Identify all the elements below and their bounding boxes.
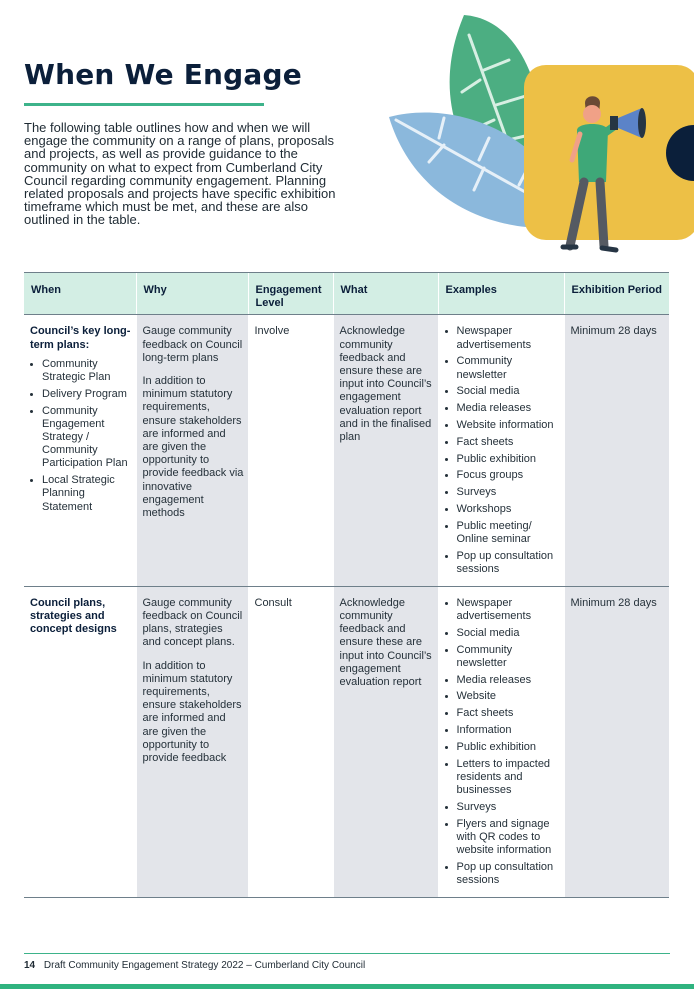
- cell-engagement-level: Consult: [248, 586, 333, 897]
- list-item: • Local Strategic Planning Statement: [42, 474, 132, 514]
- list-item: • Social media: [457, 627, 560, 640]
- list-item: • Letters to impacted residents and businesses: [457, 758, 560, 798]
- list-item: • Community Engagement Strategy / Community Participation Plan: [42, 405, 132, 471]
- column-header-why: Why: [136, 273, 248, 315]
- list-item: • Website: [457, 690, 560, 703]
- list-item: • Public meeting/ Online seminar: [457, 520, 560, 546]
- list-item: • Public exhibition: [457, 453, 560, 466]
- why-paragraph: In addition to minimum statutory requirements, ensure stakeholders are informed and are given the opportunity to provide feedback via innovative engagement methods: [142, 375, 244, 520]
- list-item: • Media releases: [457, 674, 560, 687]
- footer-text: Draft Community Engagement Strategy 2022 – Cumberland City Council: [43, 960, 366, 971]
- cell-exhibition-period: Minimum 28 days: [564, 586, 669, 897]
- why-paragraph: In addition to minimum statutory requirements, ensure stakeholders are informed and are given the opportunity to provide feedback: [142, 659, 242, 765]
- list-item: • Flyers and signage with QR codes to website information: [457, 818, 560, 858]
- cell-engagement-level: Involve: [248, 315, 333, 586]
- footer-divider: [24, 953, 670, 954]
- page-footer: [24, 960, 365, 971]
- cell-when: [24, 315, 136, 586]
- list-item: • Pop up consultation sessions: [457, 550, 560, 576]
- title-underline: [24, 103, 264, 106]
- list-item: • Surveys: [457, 486, 560, 499]
- list-item: • Community newsletter: [457, 644, 560, 670]
- cell-why: [136, 586, 248, 897]
- list-item: • Workshops: [457, 503, 560, 516]
- row-heading: Council’s key long-term plans:: [30, 325, 131, 351]
- table-row: [24, 315, 669, 586]
- cell-examples: [438, 586, 564, 897]
- column-header-exhibition-period: Exhibition Period: [564, 273, 669, 315]
- column-header-examples: Examples: [438, 273, 564, 315]
- list-item: • Delivery Program: [42, 388, 132, 401]
- page-number: 14: [24, 960, 36, 971]
- list-item: • Surveys: [457, 801, 560, 814]
- cell-examples: [438, 315, 564, 586]
- list-item: • Media releases: [457, 402, 560, 415]
- bottom-accent-bar: [0, 984, 694, 989]
- list-item: • Community Strategic Plan: [42, 358, 132, 384]
- cell-what: Acknowledge community feedback and ensure these are input into Council’s engagement evaluation report: [333, 586, 438, 897]
- list-item: • Newspaper advertisements: [457, 325, 560, 351]
- list-item: • Community newsletter: [457, 355, 560, 381]
- cell-exhibition-period: Minimum 28 days: [564, 315, 669, 586]
- examples-list: [445, 597, 560, 887]
- list-item: • Public exhibition: [457, 741, 560, 754]
- list-item: • Focus groups: [457, 469, 560, 482]
- why-paragraph: Gauge community feedback on Council long-term plans: [142, 325, 243, 364]
- list-item: • Newspaper advertisements: [457, 597, 560, 623]
- when-list: [30, 358, 132, 514]
- engagement-table: [24, 272, 669, 898]
- list-item: • Pop up consultation sessions: [457, 861, 560, 887]
- examples-list: [445, 325, 560, 576]
- cell-why: [136, 315, 248, 586]
- cell-what: Acknowledge community feedback and ensure these are input into Council’s engagement evaluation report and in the finalised plan: [333, 315, 438, 586]
- cell-when: [24, 586, 136, 897]
- column-header-when: When: [24, 273, 136, 315]
- hero-illustration: [384, 10, 694, 260]
- table-header-row: [24, 273, 669, 315]
- list-item: • Fact sheets: [457, 707, 560, 720]
- row-heading: Council plans, strategies and concept designs: [30, 596, 117, 636]
- list-item: • Information: [457, 724, 560, 737]
- list-item: • Fact sheets: [457, 436, 560, 449]
- why-paragraph: Gauge community feedback on Council plans, strategies and concept plans.: [142, 596, 243, 649]
- intro-paragraph: The following table outlines how and when we will engage the community on a range of plans, proposals and projects, as well as provide guidance to the community on what to expect from Cumberland City Council regarding community engagement. Planning related proposals and projects have specific exhibition timeframe which must be met, and these are also outlined in the table.: [24, 120, 336, 228]
- column-header-what: What: [333, 273, 438, 315]
- column-header-engagement-level: Engagement Level: [248, 273, 333, 315]
- list-item: • Social media: [457, 385, 560, 398]
- list-item: • Website information: [457, 419, 560, 432]
- page-title: When We Engage: [24, 58, 302, 91]
- table-row: [24, 586, 669, 897]
